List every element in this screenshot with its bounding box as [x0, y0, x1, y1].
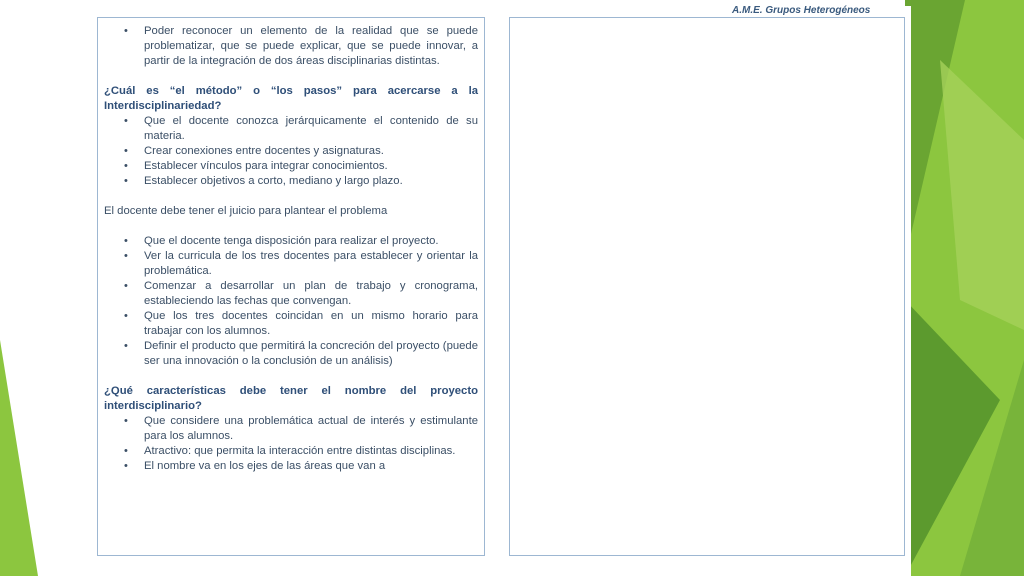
list-item: • Atractivo: que permita la interacción entre distintas disciplinas. [144, 444, 478, 459]
list-item: • El nombre va en los ejes de las áreas que van a [144, 459, 478, 474]
right-empty-box [509, 17, 905, 556]
list-item: • Que el docente conozca jerárquicamente el contenido de su materia. [144, 114, 478, 144]
teacher-judgment-paragraph: El docente debe tener el juicio para plantear el problema [104, 205, 388, 217]
list-item: • Que considere una problemática actual de interés y estimulante para los alumnos. [144, 414, 478, 444]
list-item: • Establecer objetivos a corto, mediano y largo plazo. [144, 174, 478, 189]
list-item: • Que los tres docentes coincidan en un mismo horario para trabajar con los alumnos. [144, 309, 478, 339]
steps-list [104, 234, 478, 369]
list-item: • Comenzar a desarrollar un plan de trabajo y cronograma, estableciendo las fechas que convengan. [144, 279, 478, 309]
intro-list [104, 24, 478, 69]
green-shape-left [0, 340, 38, 576]
name-characteristics-list [104, 414, 478, 474]
list-item: • Establecer vínculos para integrar conocimientos. [144, 159, 478, 174]
intro-item: • Poder reconocer un elemento de la realidad que se puede problematizar, que se puede explicar, que se puede innovar, a partir de la integración de dos áreas disciplinarias distintas. [144, 24, 478, 69]
list-item: • Definir el producto que permitirá la concreción del proyecto (puede ser una innovación o la conclusión de un análisis) [144, 339, 478, 369]
question-method-heading: ¿Cuál es “el método” o “los pasos” para acercarse a la Interdisciplinariedad? [104, 85, 478, 112]
list-item: • Crear conexiones entre docentes y asignaturas. [144, 144, 478, 159]
list-item: • Que el docente tenga disposición para realizar el proyecto. [144, 234, 478, 249]
header-title: A.M.E. Grupos Heterogéneos [732, 5, 871, 16]
list-item: • Ver la curricula de los tres docentes para establecer y orientar la problemática. [144, 249, 478, 279]
question-name-heading: ¿Qué características debe tener el nombre del proyecto interdisciplinario? [104, 385, 478, 412]
left-content-box [97, 17, 485, 556]
method-list [104, 114, 478, 189]
